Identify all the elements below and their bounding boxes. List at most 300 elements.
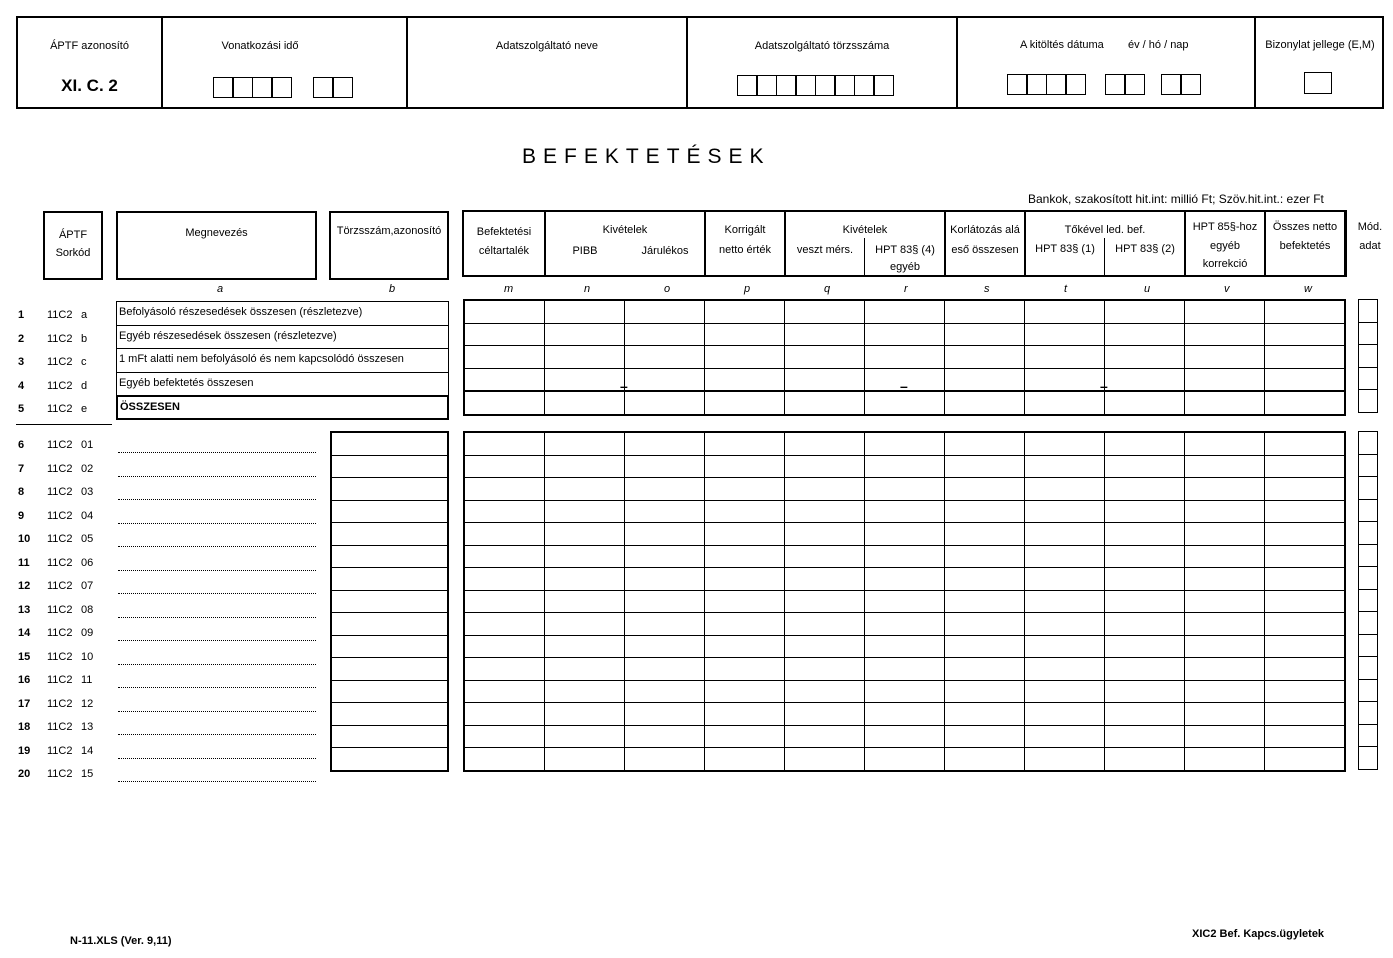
data-cell[interactable]: [945, 391, 1025, 415]
data-cell[interactable]: [625, 748, 705, 771]
data-cell[interactable]: [1025, 300, 1105, 323]
name-entry-line[interactable]: [118, 632, 316, 641]
row-number: 14: [18, 627, 31, 639]
data-cell[interactable]: [625, 432, 705, 455]
data-cell[interactable]: [545, 613, 625, 636]
data-cell[interactable]: [464, 432, 545, 455]
data-cell[interactable]: [1359, 499, 1378, 522]
data-cell[interactable]: [785, 500, 865, 523]
data-cell[interactable]: [945, 455, 1025, 478]
data-cell[interactable]: [865, 545, 945, 568]
name-entry-line[interactable]: [118, 609, 316, 618]
data-cell[interactable]: [1265, 432, 1346, 455]
data-cell[interactable]: [625, 680, 705, 703]
data-cell[interactable]: [331, 432, 448, 455]
data-cell[interactable]: [464, 368, 545, 391]
data-cell[interactable]: [464, 703, 545, 726]
data-cell[interactable]: [865, 500, 945, 523]
data-cell[interactable]: [705, 500, 785, 523]
data-cell[interactable]: [464, 613, 545, 636]
data-cell[interactable]: [785, 680, 865, 703]
data-cell[interactable]: [865, 523, 945, 546]
data-cell[interactable]: [705, 590, 785, 613]
data-cell[interactable]: [1025, 613, 1105, 636]
data-cell[interactable]: [865, 346, 945, 369]
data-cell[interactable]: [945, 545, 1025, 568]
data-cell[interactable]: [705, 703, 785, 726]
data-cell[interactable]: [1025, 523, 1105, 546]
data-cell[interactable]: [1185, 545, 1265, 568]
data-cell[interactable]: [1359, 390, 1378, 413]
data-cell[interactable]: [545, 346, 625, 369]
data-cell[interactable]: [1185, 703, 1265, 726]
data-cell[interactable]: [1359, 702, 1378, 725]
data-cell[interactable]: [1185, 568, 1265, 591]
row-number: 2: [18, 332, 25, 345]
data-cell[interactable]: [625, 613, 705, 636]
data-cell[interactable]: [331, 725, 448, 748]
data-cell[interactable]: [1265, 635, 1346, 658]
data-cell[interactable]: [545, 703, 625, 726]
data-cell[interactable]: [1359, 522, 1378, 545]
data-cell[interactable]: [945, 703, 1025, 726]
data-cell[interactable]: [331, 613, 448, 636]
data-cell[interactable]: [705, 455, 785, 478]
period-month-field[interactable]: [314, 77, 353, 98]
data-cell[interactable]: [1359, 477, 1378, 500]
data-cell[interactable]: [1105, 500, 1185, 523]
data-cell[interactable]: [1185, 300, 1265, 323]
data-cell[interactable]: [785, 748, 865, 771]
data-cell[interactable]: [1359, 300, 1378, 323]
data-cell[interactable]: [865, 748, 945, 771]
summary-row-label[interactable]: [116, 301, 449, 326]
data-cell[interactable]: [705, 346, 785, 369]
data-cell[interactable]: [1025, 590, 1105, 613]
data-cell[interactable]: [1185, 391, 1265, 415]
data-cell[interactable]: [625, 703, 705, 726]
data-cell[interactable]: [1265, 455, 1346, 478]
table-row: [464, 613, 1345, 636]
data-cell[interactable]: [1185, 748, 1265, 771]
name-entry-line[interactable]: [118, 703, 316, 712]
data-cell[interactable]: [1359, 367, 1378, 390]
data-cell[interactable]: [785, 568, 865, 591]
data-cell[interactable]: [785, 725, 865, 748]
data-cell[interactable]: [464, 323, 545, 346]
row-subcode: 15: [81, 768, 94, 780]
data-cell[interactable]: [1265, 478, 1346, 501]
data-cell[interactable]: [331, 590, 448, 613]
name-entry-line[interactable]: [118, 773, 316, 782]
data-cell[interactable]: [865, 323, 945, 346]
data-cell[interactable]: [1185, 590, 1265, 613]
data-cell[interactable]: [545, 323, 625, 346]
data-cell[interactable]: [545, 368, 625, 391]
data-cell[interactable]: [1025, 680, 1105, 703]
data-cell[interactable]: [545, 748, 625, 771]
data-cell[interactable]: [1105, 300, 1185, 323]
data-cell[interactable]: [945, 323, 1025, 346]
data-cell[interactable]: [545, 635, 625, 658]
data-cell[interactable]: [625, 545, 705, 568]
data-cell[interactable]: [545, 590, 625, 613]
name-entry-line[interactable]: [118, 750, 316, 759]
data-cell[interactable]: [1265, 500, 1346, 523]
data-cell[interactable]: [1265, 590, 1346, 613]
data-cell[interactable]: [1105, 346, 1185, 369]
data-cell[interactable]: [945, 568, 1025, 591]
data-cell[interactable]: [785, 432, 865, 455]
name-entry-line[interactable]: [118, 585, 316, 594]
data-cell[interactable]: [1185, 432, 1265, 455]
data-cell[interactable]: [705, 478, 785, 501]
data-cell[interactable]: [1025, 635, 1105, 658]
data-cell[interactable]: [1185, 725, 1265, 748]
data-cell[interactable]: [1025, 346, 1105, 369]
data-cell[interactable]: [1105, 545, 1185, 568]
data-cell[interactable]: [865, 590, 945, 613]
data-cell[interactable]: [865, 658, 945, 681]
data-cell[interactable]: [785, 590, 865, 613]
torzsszam-column: [330, 431, 449, 772]
data-cell[interactable]: [625, 568, 705, 591]
data-cell[interactable]: [1025, 748, 1105, 771]
data-cell[interactable]: [945, 680, 1025, 703]
data-cell[interactable]: [1185, 455, 1265, 478]
date-month-field[interactable]: [1106, 74, 1145, 95]
data-cell[interactable]: [1185, 635, 1265, 658]
megnevezes-header: [116, 211, 317, 280]
data-cell[interactable]: [464, 300, 545, 323]
data-cell[interactable]: [464, 590, 545, 613]
data-cell[interactable]: [705, 748, 785, 771]
data-cell[interactable]: [331, 545, 448, 568]
data-cell[interactable]: [1265, 725, 1346, 748]
data-cell[interactable]: [1185, 346, 1265, 369]
name-entry-line[interactable]: [118, 468, 316, 477]
name-entry-line[interactable]: [118, 444, 316, 453]
data-cell[interactable]: [625, 725, 705, 748]
data-cell[interactable]: [545, 658, 625, 681]
data-cell[interactable]: [785, 703, 865, 726]
data-cell[interactable]: [1025, 368, 1105, 391]
data-cell[interactable]: [1025, 391, 1105, 415]
data-cell[interactable]: [1105, 635, 1185, 658]
row-number: 11: [18, 556, 30, 569]
data-cell[interactable]: [945, 500, 1025, 523]
name-entry-line[interactable]: [118, 656, 316, 665]
data-cell[interactable]: [625, 455, 705, 478]
data-cell[interactable]: [785, 300, 865, 323]
date-year-field[interactable]: [1008, 74, 1086, 95]
data-cell[interactable]: [1185, 680, 1265, 703]
table-row: [464, 455, 1345, 478]
data-cell[interactable]: [464, 455, 545, 478]
data-cell[interactable]: [625, 346, 705, 369]
name-entry-line[interactable]: [118, 491, 316, 500]
data-cell[interactable]: [464, 391, 545, 415]
table-row: [464, 703, 1345, 726]
data-cell[interactable]: [625, 300, 705, 323]
data-cell[interactable]: [1359, 724, 1378, 747]
name-entry-line[interactable]: [118, 679, 316, 688]
row-number: 8: [18, 486, 25, 498]
data-cell[interactable]: [1185, 523, 1265, 546]
data-cell[interactable]: [1185, 658, 1265, 681]
data-cell[interactable]: [1185, 323, 1265, 346]
period-year-field[interactable]: [214, 77, 292, 98]
data-cell[interactable]: [464, 635, 545, 658]
data-cell[interactable]: [865, 455, 945, 478]
data-cell[interactable]: [785, 635, 865, 658]
data-cell[interactable]: [1105, 368, 1185, 391]
name-entry-line[interactable]: [118, 726, 316, 735]
data-cell[interactable]: [1105, 391, 1185, 415]
data-cell[interactable]: [705, 323, 785, 346]
data-cell[interactable]: [625, 368, 705, 391]
data-cell[interactable]: [1105, 703, 1185, 726]
data-cell[interactable]: [785, 545, 865, 568]
data-cell[interactable]: [705, 523, 785, 546]
data-cell[interactable]: [331, 658, 448, 681]
doc-type-field[interactable]: [1304, 72, 1332, 94]
data-cell[interactable]: [1025, 478, 1105, 501]
data-cell[interactable]: [705, 725, 785, 748]
data-cell[interactable]: [945, 478, 1025, 501]
data-cell[interactable]: [1265, 748, 1346, 771]
data-cell[interactable]: [464, 725, 545, 748]
data-cell[interactable]: [1025, 432, 1105, 455]
data-cell[interactable]: [945, 590, 1025, 613]
data-cell[interactable]: [945, 432, 1025, 455]
data-cell[interactable]: [1105, 432, 1185, 455]
name-entry-line[interactable]: [118, 562, 316, 571]
data-cell[interactable]: [785, 478, 865, 501]
data-cell[interactable]: [1359, 432, 1378, 455]
data-cell[interactable]: [1359, 589, 1378, 612]
data-cell[interactable]: [545, 455, 625, 478]
data-cell[interactable]: [1025, 455, 1105, 478]
table-row: [331, 613, 448, 636]
data-cell[interactable]: [1265, 323, 1346, 346]
data-cell[interactable]: [945, 613, 1025, 636]
data-cell[interactable]: [1105, 680, 1185, 703]
data-cell[interactable]: [625, 323, 705, 346]
data-cell[interactable]: [1105, 568, 1185, 591]
data-cell[interactable]: [331, 568, 448, 591]
data-cell[interactable]: [1105, 323, 1185, 346]
data-cell[interactable]: [1265, 368, 1346, 391]
data-cell[interactable]: [1025, 703, 1105, 726]
data-cell[interactable]: [1265, 545, 1346, 568]
data-cell[interactable]: [705, 368, 785, 391]
data-cell[interactable]: [1025, 568, 1105, 591]
data-cell[interactable]: [545, 432, 625, 455]
data-cell[interactable]: [545, 680, 625, 703]
data-cell[interactable]: [1105, 613, 1185, 636]
data-cell[interactable]: [785, 455, 865, 478]
data-cell[interactable]: [705, 432, 785, 455]
data-cell[interactable]: [331, 500, 448, 523]
summary-row-label[interactable]: [116, 325, 449, 350]
col-w-header-2: befektetés: [1279, 240, 1331, 252]
data-cell[interactable]: [1025, 323, 1105, 346]
data-cell[interactable]: [545, 545, 625, 568]
data-cell[interactable]: [1265, 346, 1346, 369]
data-cell[interactable]: [1265, 703, 1346, 726]
data-cell[interactable]: [1105, 590, 1185, 613]
data-cell[interactable]: [1265, 300, 1346, 323]
data-cell[interactable]: [331, 478, 448, 501]
data-cell[interactable]: [545, 568, 625, 591]
data-cell[interactable]: [1105, 748, 1185, 771]
data-cell[interactable]: [1265, 613, 1346, 636]
row-number: 4: [18, 379, 25, 392]
data-cell[interactable]: [945, 523, 1025, 546]
data-cell[interactable]: [865, 391, 945, 415]
data-cell[interactable]: [545, 523, 625, 546]
data-cell[interactable]: [1359, 679, 1378, 702]
data-cell[interactable]: [1105, 725, 1185, 748]
data-cell[interactable]: [785, 391, 865, 415]
data-cell[interactable]: [1265, 680, 1346, 703]
data-cell[interactable]: [865, 635, 945, 658]
summary-row-label[interactable]: [116, 395, 449, 420]
data-cell[interactable]: [785, 323, 865, 346]
data-cell[interactable]: [1105, 523, 1185, 546]
table-row: [331, 523, 448, 546]
data-cell[interactable]: [1185, 613, 1265, 636]
summary-row-label[interactable]: [116, 348, 449, 373]
data-cell[interactable]: [464, 748, 545, 771]
data-cell[interactable]: [625, 658, 705, 681]
data-cell[interactable]: [331, 523, 448, 546]
data-cell[interactable]: [331, 680, 448, 703]
data-cell[interactable]: [945, 635, 1025, 658]
data-cell[interactable]: [545, 391, 625, 415]
data-cell[interactable]: [1359, 322, 1378, 345]
data-cell[interactable]: [464, 568, 545, 591]
provider-reg-field[interactable]: [738, 75, 894, 96]
data-cell[interactable]: [464, 478, 545, 501]
data-cell[interactable]: [625, 500, 705, 523]
data-cell[interactable]: [1025, 658, 1105, 681]
data-cell[interactable]: [1359, 612, 1378, 635]
data-cell[interactable]: [865, 432, 945, 455]
data-cell[interactable]: [785, 368, 865, 391]
row-code: 11C2: [47, 462, 73, 475]
data-cell[interactable]: [705, 545, 785, 568]
data-cell[interactable]: [865, 725, 945, 748]
data-cell[interactable]: [1185, 368, 1265, 391]
data-cell[interactable]: [1105, 478, 1185, 501]
date-day-field[interactable]: [1162, 74, 1201, 95]
data-cell[interactable]: [865, 703, 945, 726]
col-v-header-2: egyéb: [1210, 240, 1240, 252]
data-cell[interactable]: [331, 455, 448, 478]
data-cell[interactable]: [464, 346, 545, 369]
data-cell[interactable]: [1025, 500, 1105, 523]
data-cell[interactable]: [331, 703, 448, 726]
data-cell[interactable]: [464, 500, 545, 523]
data-cell[interactable]: [945, 658, 1025, 681]
data-cell[interactable]: [625, 635, 705, 658]
data-cell[interactable]: [705, 658, 785, 681]
data-cell[interactable]: [1185, 500, 1265, 523]
row-subcode: 07: [81, 580, 94, 592]
data-cell[interactable]: [1359, 454, 1378, 477]
data-cell[interactable]: [705, 300, 785, 323]
data-cell[interactable]: [1025, 545, 1105, 568]
data-cell[interactable]: [625, 391, 705, 415]
data-cell[interactable]: [1265, 658, 1346, 681]
data-cell[interactable]: [625, 590, 705, 613]
data-cell[interactable]: [785, 523, 865, 546]
data-cell[interactable]: [865, 613, 945, 636]
data-cell[interactable]: [785, 613, 865, 636]
data-cell[interactable]: [865, 478, 945, 501]
data-cell[interactable]: [705, 613, 785, 636]
data-cell[interactable]: [785, 658, 865, 681]
data-cell[interactable]: [865, 568, 945, 591]
data-cell[interactable]: [1105, 455, 1185, 478]
data-cell[interactable]: [625, 478, 705, 501]
data-cell[interactable]: [945, 748, 1025, 771]
data-cell[interactable]: [945, 300, 1025, 323]
data-cell[interactable]: [705, 568, 785, 591]
data-cell[interactable]: [331, 635, 448, 658]
table-row: [464, 391, 1345, 415]
name-entry-line[interactable]: [118, 538, 316, 547]
data-cell[interactable]: [865, 300, 945, 323]
data-cell[interactable]: [545, 300, 625, 323]
data-cell[interactable]: [865, 680, 945, 703]
table-row: [331, 568, 448, 591]
data-cell[interactable]: [785, 346, 865, 369]
data-cell[interactable]: [1105, 658, 1185, 681]
data-cell[interactable]: [1359, 747, 1378, 770]
data-cell[interactable]: [1265, 523, 1346, 546]
data-cell[interactable]: [1185, 478, 1265, 501]
data-cell[interactable]: [331, 748, 448, 771]
data-cell[interactable]: [705, 391, 785, 415]
data-cell[interactable]: [545, 725, 625, 748]
data-cell[interactable]: [464, 523, 545, 546]
data-cell[interactable]: [1359, 634, 1378, 657]
name-entry-line[interactable]: [118, 515, 316, 524]
data-cell[interactable]: [545, 478, 625, 501]
data-cell[interactable]: [705, 635, 785, 658]
data-cell[interactable]: [464, 545, 545, 568]
data-cell[interactable]: [464, 680, 545, 703]
data-cell[interactable]: [1359, 544, 1378, 567]
data-cell[interactable]: [1265, 568, 1346, 591]
data-cell[interactable]: [464, 658, 545, 681]
data-cell[interactable]: [1359, 657, 1378, 680]
data-cell[interactable]: [945, 346, 1025, 369]
data-cell[interactable]: [1265, 391, 1346, 415]
data-cell[interactable]: [945, 725, 1025, 748]
data-cell[interactable]: [1359, 345, 1378, 368]
data-cell[interactable]: [545, 500, 625, 523]
summary-row-label[interactable]: [116, 372, 449, 397]
data-cell[interactable]: [625, 523, 705, 546]
data-cell[interactable]: [945, 368, 1025, 391]
data-cell[interactable]: [1359, 567, 1378, 590]
data-cell[interactable]: [1025, 725, 1105, 748]
data-cell[interactable]: [705, 680, 785, 703]
